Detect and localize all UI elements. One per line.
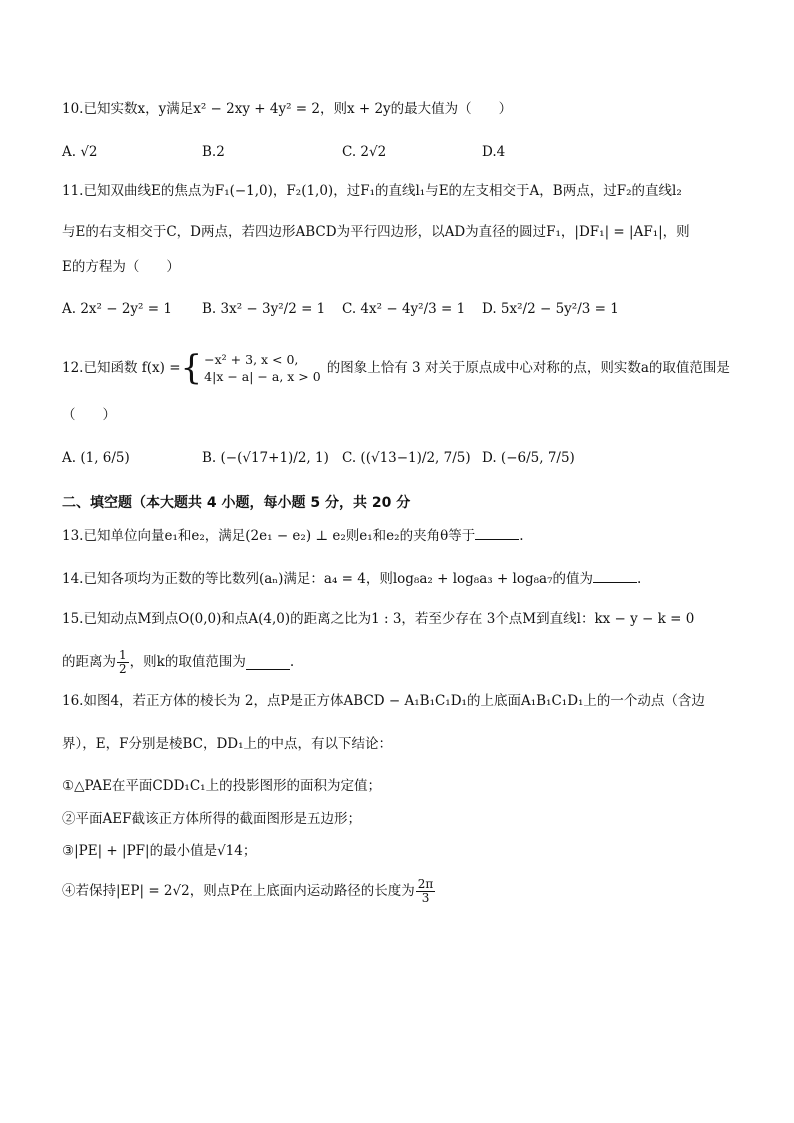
q12-suffix: 的图象上恰有 3 对关于原点成中心对称的点，则实数a的取值范围是 [326, 360, 730, 376]
q10-option-b: B.2 [202, 144, 225, 160]
q11-stem-line3: E的方程为（ ） [62, 259, 180, 275]
q12-stem-line1 [62, 346, 732, 390]
q11-option-d: D. 5x²/2 − 5y²/3 = 1 [482, 301, 619, 317]
q13-stem: 13.已知单位向量e₁和e₂，满足(2e₁ − e₂) ⊥ e₂则e₁和e₂的夹角θ等于 . [62, 525, 732, 547]
q16-conclusion-1: ①△PAE在平面CDD₁C₁上的投影图形的面积为定值； [62, 778, 382, 794]
q16-conclusion-4-text: ④若保持|EP| = 2√2，则点P在上底面内运动路径的长度为 [62, 883, 415, 899]
q11-option-a: A. 2x² − 2y² = 1 [62, 301, 172, 317]
q12-prefix: 12.已知函数 f(x) = [62, 360, 181, 376]
q12-option-b: B. (−(√17+1)/2, 1) [202, 450, 329, 466]
q12-piece-1: −x² + 3, x < 0, [204, 352, 299, 367]
left-brace-icon: { [180, 348, 203, 388]
q13-text: 13.已知单位向量e₁和e₂，满足(2e₁ − e₂) ⊥ e₂则e₁和e₂的夹角θ等于 [62, 528, 476, 544]
q12-stem-line2: （ ） [62, 407, 116, 423]
q12-option-c: C. ((√13−1)/2, 7/5) [342, 450, 471, 466]
q14-text: 14.已知各项均为正数的等比数列(aₙ)满足：a₄ = 4，则log₈a₂ + log₈a₃ + log₈a₇的值为 [62, 571, 594, 587]
q12-options [62, 441, 702, 475]
q15-stem-line1: 15.已知动点M到点O(0,0)和点A(4,0)的距离之比为1 : 3，若至少存在 3个点M到直线l：kx − y − k = 0 [62, 611, 695, 627]
q15-text-pre: 的距离为 [62, 654, 116, 670]
q10-stem: 10.已知实数x，y满足x² − 2xy + 4y² = 2，则x + 2y的最大值为（ ） [62, 101, 513, 117]
q10-options [62, 135, 702, 169]
section-heading: 二、填空题（本大题共 4 小题，每小题 5 分，共 20 分 [62, 495, 411, 511]
q16-conclusion-4 [62, 872, 732, 910]
q15-fraction-denominator: 2 [119, 661, 127, 676]
q11-stem-line2: 与E的右支相交于C，D两点，若四边形ABCD为平行四边形，以AD为直径的圆过F₁，|DF₁| = |AF₁|，则 [62, 224, 690, 240]
q11-option-c: C. 4x² − 4y²/3 = 1 [342, 301, 466, 317]
q16-fraction-numerator: 2π [417, 876, 434, 891]
q10-option-c: C. 2√2 [342, 144, 387, 160]
q16-conclusion-2: ②平面AEF截该正方体所得的截面图形是五边形； [62, 811, 361, 827]
q15-fraction [117, 649, 129, 676]
q16-stem-line1: 16.如图4，若正方体的棱长为 2，点P是正方体ABCD − A₁B₁C₁D₁的上底面A₁B₁C₁D₁上的一个动点（含边 [62, 693, 705, 709]
q15-answer-blank [246, 655, 290, 670]
q11-option-b: B. 3x² − 3y²/2 = 1 [202, 301, 326, 317]
q16-conclusion-3: ③|PE| + |PF|的最小值是√14； [62, 843, 257, 859]
q11-stem-line1: 11.已知双曲线E的焦点为F₁(−1,0)，F₂(1,0)，过F₁的直线l₁与E的左支相交于A，B两点，过F₂的直线l₂ [62, 183, 682, 199]
q16-stem-line2: 界），E，F分别是棱BC，DD₁上的中点，有以下结论： [62, 736, 393, 752]
q16-fraction [416, 878, 436, 905]
q15-stem-line2: 的距离为 $\frac{1}{2}$ ，则k的取值范围为 . [62, 647, 295, 676]
q15-text-post: ，则k的取值范围为 [129, 654, 246, 670]
q11-options [62, 292, 702, 326]
q15-fraction-numerator: 1 [119, 647, 127, 662]
q12-option-a: A. (1, 6/5) [62, 450, 130, 466]
q12-piecewise [180, 348, 321, 388]
q10-option-a: A. √2 [62, 144, 98, 160]
q12-piece-2: 4|x − a| − a, x > 0 [204, 369, 321, 384]
q16-fraction-denominator: 3 [421, 890, 430, 905]
q10-option-d: D.4 [482, 144, 506, 160]
q14-answer-blank [593, 568, 637, 583]
q12-option-d: D. (−6/5, 7/5) [482, 450, 575, 466]
q13-answer-blank [475, 525, 519, 540]
q14-stem: 14.已知各项均为正数的等比数列(aₙ)满足：a₄ = 4，则log₈a₂ + log₈a₃ + log₈a₇的值为 . [62, 568, 732, 590]
